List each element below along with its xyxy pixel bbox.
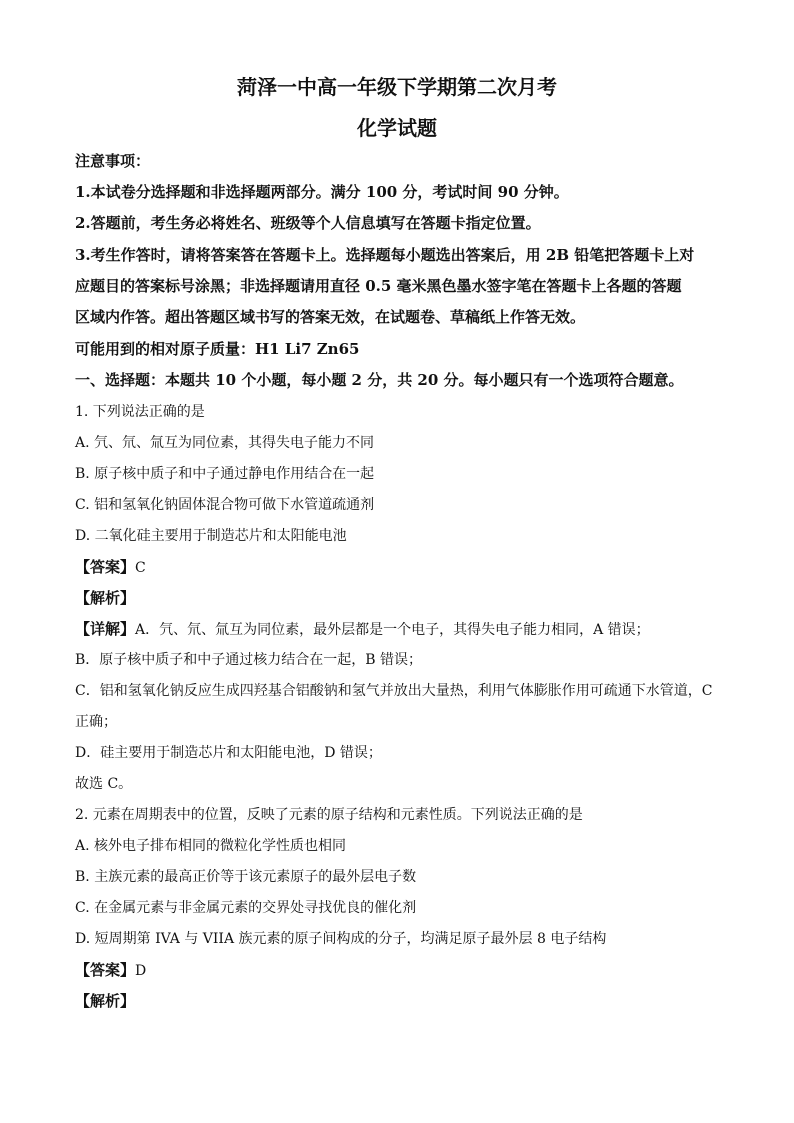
answer-line [75, 556, 146, 577]
detail-line [75, 618, 650, 639]
option-a: A. 氕、氘、氚互为同位素，其得失电子能力不同 [75, 435, 375, 451]
section-heading: 一、选择题：本题共 10 个小题，每小题 2 分，共 20 分。每小题只有一个选项符合题意。 [75, 371, 684, 389]
question-stem: 1. 下列说法正确的是 [75, 404, 205, 420]
detail-tag: 【详解】 [75, 620, 136, 638]
detail-line: D．硅主要用于制造芯片和太阳能电池，D 错误； [75, 745, 382, 761]
detail-line: C．铝和氢氧化钠反应生成四羟基合铝酸钠和氢气并放出大量热，利用气体膨胀作用可疏通下水管道，C [75, 683, 713, 699]
answer-value: C [135, 560, 146, 576]
answer-value: D [135, 963, 147, 979]
notice-item: 应题目的答案标号涂黑；非选择题请用直径 0.5 毫米黑色墨水签字笔在答题卡上各题的答题 [75, 277, 682, 295]
option-b: B. 主族元素的最高正价等于该元素原子的最外层电子数 [75, 869, 417, 885]
analysis-tag: 【解析】 [75, 992, 136, 1010]
answer-line [75, 959, 146, 980]
notice-item: 区域内作答。超出答题区域书写的答案无效，在试题卷、草稿纸上作答无效。 [75, 308, 586, 326]
subject-title: 化学试题 [357, 116, 437, 140]
detail-line: B．原子核中质子和中子通过核力结合在一起，B 错误； [75, 652, 423, 668]
detail-text: A．氕、氘、氚互为同位素，最外层都是一个电子，其得失电子能力相同，A 错误； [135, 622, 650, 638]
analysis-tag: 【解析】 [75, 589, 136, 607]
answer-tag: 【答案】 [75, 558, 136, 576]
option-d: D. 短周期第 IVA 与 VIIA 族元素的原子间构成的分子，均满足原子最外层 8 电子结构 [75, 931, 607, 947]
option-a: A. 核外电子排布相同的微粒化学性质也相同 [75, 838, 347, 854]
notice-item: 1.本试卷分选择题和非选择题两部分。满分 100 分，考试时间 90 分钟。 [75, 183, 569, 201]
notice-item: 2.答题前，考生务必将姓名、班级等个人信息填写在答题卡指定位置。 [75, 214, 541, 232]
detail-line: 正确； [75, 714, 117, 730]
option-b: B. 原子核中质子和中子通过静电作用结合在一起 [75, 466, 375, 482]
page-title: 菏泽一中高一年级下学期第二次月考 [237, 75, 557, 99]
option-c: C. 在金属元素与非金属元素的交界处寻找优良的催化剂 [75, 900, 417, 916]
option-d: D. 二氧化硅主要用于制造芯片和太阳能电池 [75, 528, 347, 544]
atomic-mass-line: 可能用到的相对原子质量：H1 Li7 Zn65 [75, 340, 360, 358]
detail-line: 故选 C。 [75, 776, 133, 792]
question-stem: 2. 元素在周期表中的位置，反映了元素的原子结构和元素性质。下列说法正确的是 [75, 807, 583, 823]
notice-heading: 注意事项： [75, 152, 151, 170]
answer-tag: 【答案】 [75, 961, 136, 979]
notice-item: 3.考生作答时，请将答案答在答题卡上。选择题每小题选出答案后，用 2B 铅笔把答题卡上对 [75, 246, 695, 264]
option-c: C. 铝和氢氧化钠固体混合物可做下水管道疏通剂 [75, 497, 375, 513]
